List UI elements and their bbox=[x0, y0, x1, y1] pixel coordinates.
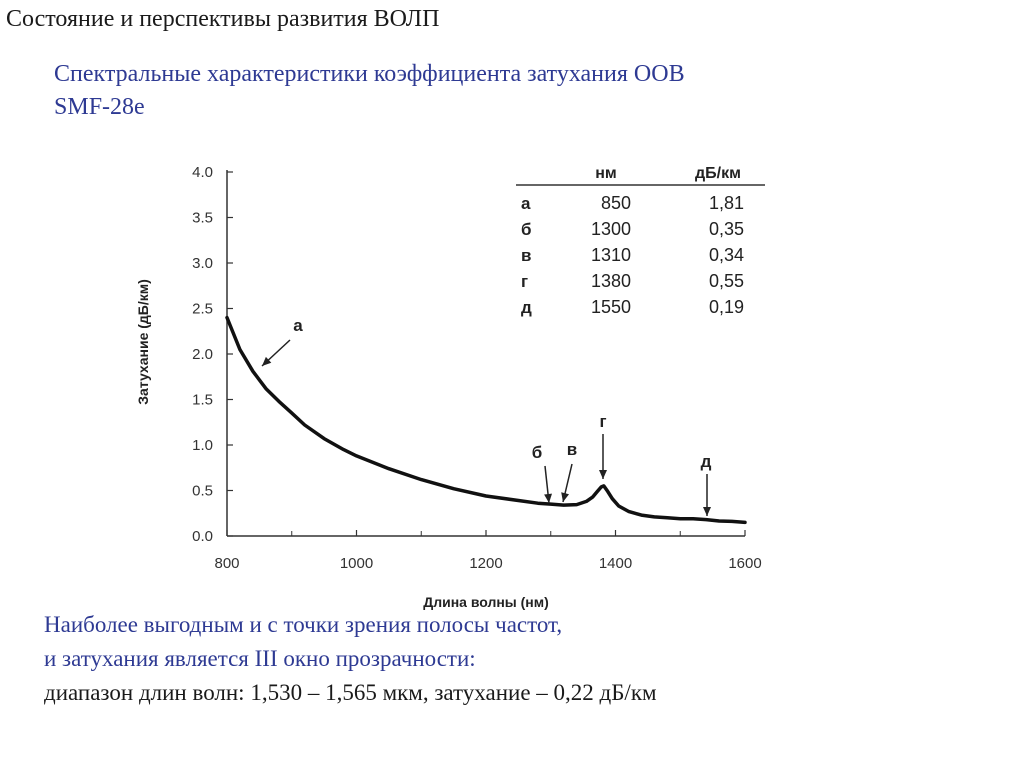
y-tick-label: 3.5 bbox=[192, 209, 213, 227]
annotation-arrowhead bbox=[544, 494, 552, 503]
table-cell-nm: 1550 bbox=[590, 297, 631, 317]
table-cell-point: в bbox=[521, 246, 532, 265]
y-tick-label: 0.0 bbox=[192, 528, 213, 545]
table-cell-db: 0,34 bbox=[708, 245, 744, 265]
attenuation-curve bbox=[227, 318, 745, 523]
y-tick-label: 0.5 bbox=[192, 482, 213, 500]
table-cell-db: 0,55 bbox=[708, 271, 744, 291]
x-tick-label: 1600 bbox=[728, 555, 762, 572]
annotation-arrowhead bbox=[703, 507, 711, 516]
y-tick-label: 4.0 bbox=[192, 164, 213, 181]
slide-title: Состояние и перспективы развития ВОЛП bbox=[6, 6, 440, 32]
table-cell-nm: 1300 bbox=[590, 219, 631, 239]
conclusion-line-1: Наиболее выгодным и с точки зрения полосы частот, bbox=[44, 612, 563, 637]
chart-ticks bbox=[135, 164, 762, 610]
conclusion-line-3: диапазон длин волн: 1,530 – 1,565 мкм, затухание – 0,22 дБ/км bbox=[44, 680, 657, 705]
chart-caption-line-2: SMF-28e bbox=[54, 94, 145, 120]
conclusion-line-2: и затухания является III окно прозрачности: bbox=[44, 646, 476, 671]
y-tick-label: 1.0 bbox=[192, 437, 213, 454]
x-tick-label: 1000 bbox=[339, 555, 374, 572]
data-table bbox=[516, 165, 765, 317]
table-cell-db: 1,81 bbox=[708, 193, 744, 213]
annotation-label: б bbox=[531, 443, 543, 462]
y-axis-title: Затухание (дБ/км) bbox=[135, 279, 151, 405]
y-tick-label: 3.0 bbox=[192, 255, 213, 272]
table-cell-point: б bbox=[521, 220, 532, 239]
chart-caption-line-1: Спектральные характеристики коэффициента затухания ООВ bbox=[54, 61, 685, 87]
y-tick-label: 1.5 bbox=[192, 391, 213, 409]
table-cell-nm: 1380 bbox=[590, 271, 631, 291]
table-cell-point: а bbox=[521, 194, 531, 213]
y-tick-label: 2.0 bbox=[192, 346, 213, 363]
table-header-nm: нм bbox=[595, 165, 617, 182]
annotation-arrowhead bbox=[561, 492, 569, 502]
annotation-arrowhead bbox=[599, 470, 607, 479]
table-cell-point: д bbox=[521, 298, 532, 317]
table-header-db: дБ/км bbox=[695, 165, 741, 182]
table-cell-db: 0,19 bbox=[708, 297, 744, 317]
table-cell-point: г bbox=[521, 272, 529, 291]
x-axis-title: Длина волны (нм) bbox=[423, 594, 549, 610]
chart-series bbox=[227, 318, 745, 523]
table-cell-nm: 850 bbox=[600, 193, 631, 213]
x-tick-label: 1200 bbox=[469, 555, 503, 572]
table-cell-db: 0,35 bbox=[708, 219, 744, 239]
chart-annotations bbox=[262, 316, 712, 516]
x-tick-label: 1400 bbox=[598, 555, 633, 572]
x-tick-label: 800 bbox=[214, 555, 240, 572]
annotation-label: г bbox=[599, 412, 607, 431]
conclusion-text bbox=[44, 608, 657, 710]
annotation-label: д bbox=[700, 452, 712, 471]
chart-axes bbox=[227, 170, 745, 536]
y-tick-label: 2.5 bbox=[192, 300, 213, 318]
annotation-label: в bbox=[566, 440, 578, 459]
table-cell-nm: 1310 bbox=[590, 245, 631, 265]
annotation-label: а bbox=[293, 316, 303, 335]
